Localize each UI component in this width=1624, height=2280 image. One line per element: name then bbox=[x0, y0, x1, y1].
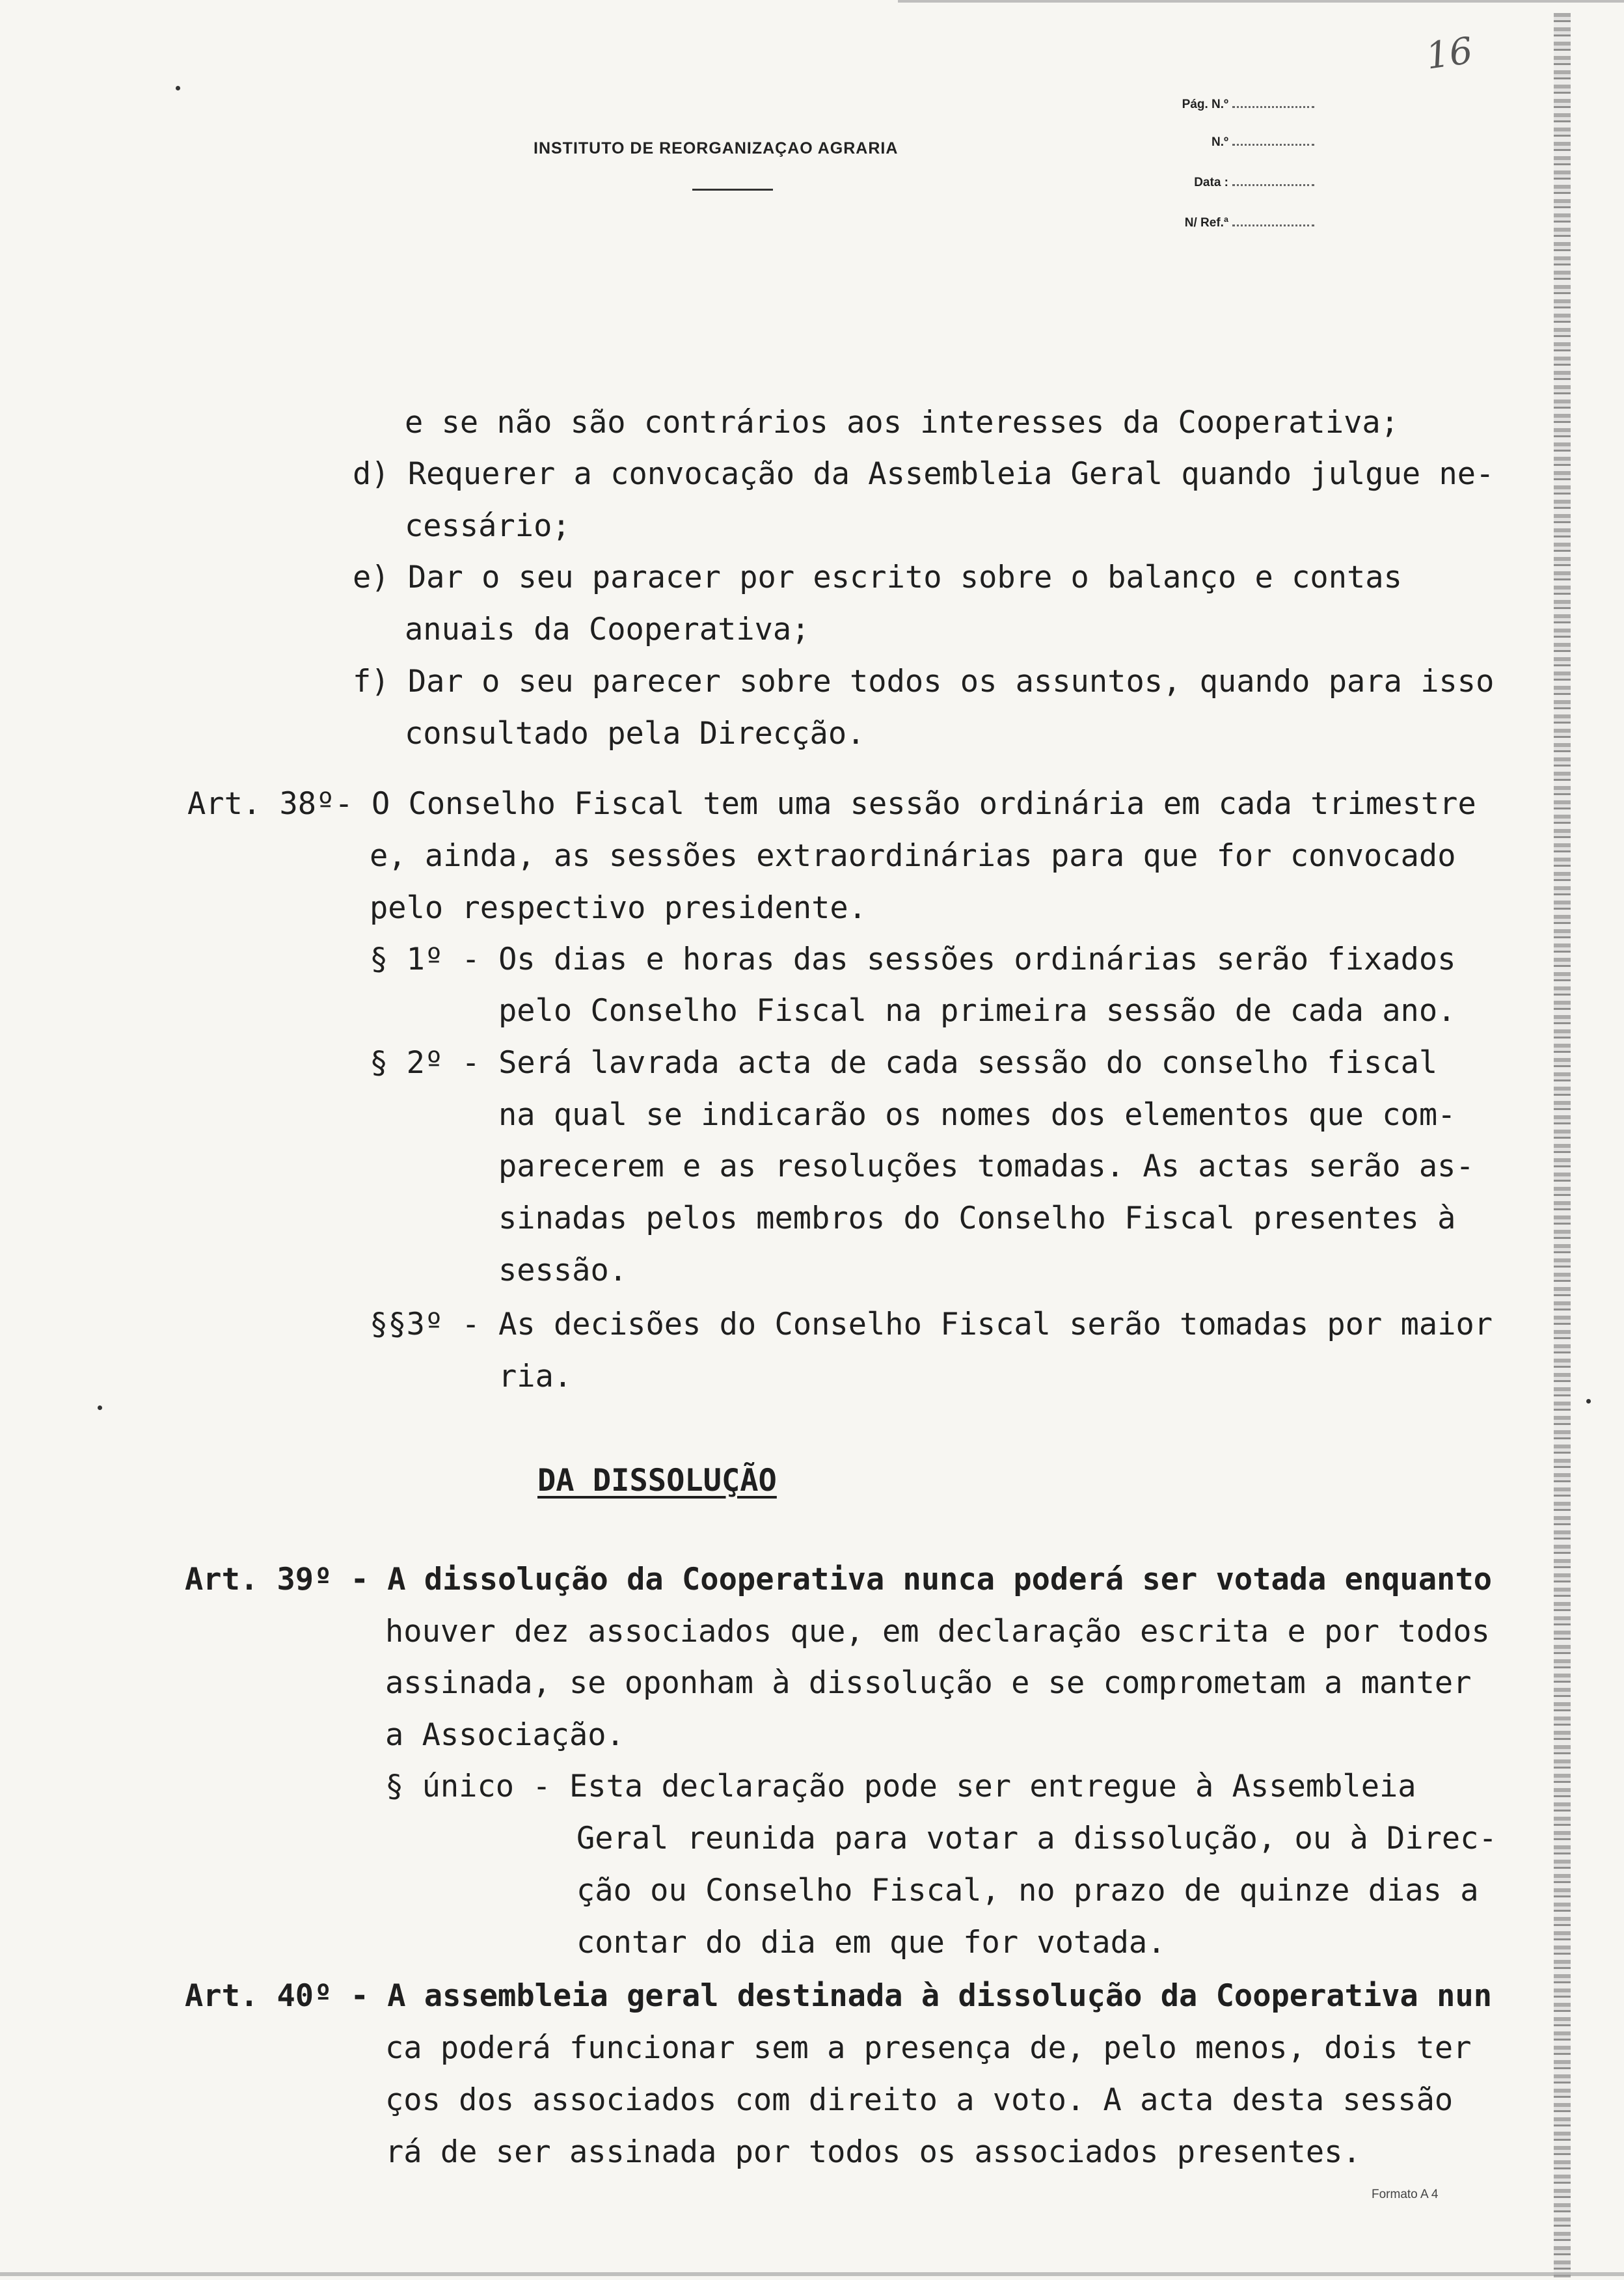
text-line: d) Requerer a convocação da Assembleia Geral quando julgue ne- bbox=[353, 456, 1495, 492]
text-line: pelo Conselho Fiscal na primeira sessão de cada ano. bbox=[498, 993, 1456, 1029]
text-line: ria. bbox=[498, 1359, 573, 1394]
text-line: ca poderá funcionar sem a presença de, pelo menos, dois ter bbox=[385, 2030, 1472, 2066]
section-heading: DA DISSOLUÇÃO bbox=[537, 1463, 777, 1499]
institution-name: INSTITUTO DE REORGANIZAÇAO AGRARIA bbox=[534, 139, 899, 157]
text-line: pelo respectivo presidente. bbox=[370, 890, 867, 926]
speck bbox=[176, 86, 180, 90]
folio-mark: 16 bbox=[1423, 29, 1476, 78]
text-line: ção ou Conselho Fiscal, no prazo de quinze dias a bbox=[576, 1873, 1479, 1908]
page-edge-right bbox=[1554, 13, 1571, 2277]
text-line: ços dos associados com direito a voto. A acta desta sessão bbox=[385, 2082, 1454, 2118]
text-line: anuais da Cooperativa; bbox=[405, 612, 810, 647]
field-no: N.º bbox=[1152, 135, 1314, 150]
text-line: e, ainda, as sessões extraordinárias para que for convocado bbox=[370, 838, 1456, 874]
text-line: f) Dar o seu parecer sobre todos os assuntos, quando para isso bbox=[353, 664, 1495, 699]
text-line: sessão. bbox=[498, 1253, 628, 1288]
text-line: a Associação. bbox=[385, 1717, 625, 1753]
text-line: § 1º - Os dias e horas das sessões ordinárias serão fixados bbox=[370, 942, 1456, 977]
text-line: assinada, se oponham à dissolução e se comprometam a manter bbox=[385, 1665, 1472, 1701]
text-line: cessário; bbox=[405, 508, 571, 544]
text-line: Geral reunida para votar a dissolução, ou à Direc- bbox=[576, 1821, 1497, 1856]
field-page-no: Pág. N.º bbox=[1152, 98, 1314, 112]
text-line: na qual se indicarão os nomes dos elementos que com- bbox=[498, 1097, 1456, 1133]
text-line: § 2º - Será lavrada acta de cada sessão do conselho fiscal bbox=[370, 1045, 1438, 1081]
field-date: Data : bbox=[1152, 176, 1314, 190]
page-edge-top bbox=[898, 0, 1624, 3]
text-line: Art. 39º - A dissolução da Cooperativa nunca poderá ser votada enquanto bbox=[185, 1562, 1493, 1597]
text-line: §§3º - As decisões do Conselho Fiscal serão tomadas por maior bbox=[370, 1307, 1493, 1342]
text-line: § único - Esta declaração pode ser entregue à Assembleia bbox=[385, 1769, 1416, 1804]
page-edge-bottom bbox=[0, 2272, 1624, 2276]
text-line: e) Dar o seu paracer por escrito sobre o balanço e contas bbox=[353, 560, 1402, 595]
text-line: houver dez associados que, em declaração escrita e por todos bbox=[385, 1614, 1490, 1649]
speck bbox=[98, 1405, 102, 1410]
field-ref: N/ Ref.ª bbox=[1152, 216, 1314, 230]
text-line: parecerem e as resoluções tomadas. As actas serão as- bbox=[498, 1148, 1474, 1184]
speck bbox=[1586, 1399, 1591, 1404]
text-line: rá de ser assinada por todos os associados presentes. bbox=[385, 2134, 1361, 2170]
text-line: Art. 40º - A assembleia geral destinada à dissolução da Cooperativa nun bbox=[185, 1978, 1493, 2014]
text-line: consultado pela Direcção. bbox=[405, 716, 865, 752]
header-rule bbox=[692, 189, 773, 191]
text-line: Art. 38º- O Conselho Fiscal tem uma sessão ordinária em cada trimestre bbox=[187, 786, 1476, 822]
text-line: e se não são contrários aos interesses da Cooperativa; bbox=[405, 405, 1400, 441]
paper-format-label: Formato A 4 bbox=[1372, 2188, 1439, 2201]
text-line: sinadas pelos membros do Conselho Fiscal presentes à bbox=[498, 1201, 1456, 1236]
text-line: contar do dia em que for votada. bbox=[576, 1925, 1166, 1961]
